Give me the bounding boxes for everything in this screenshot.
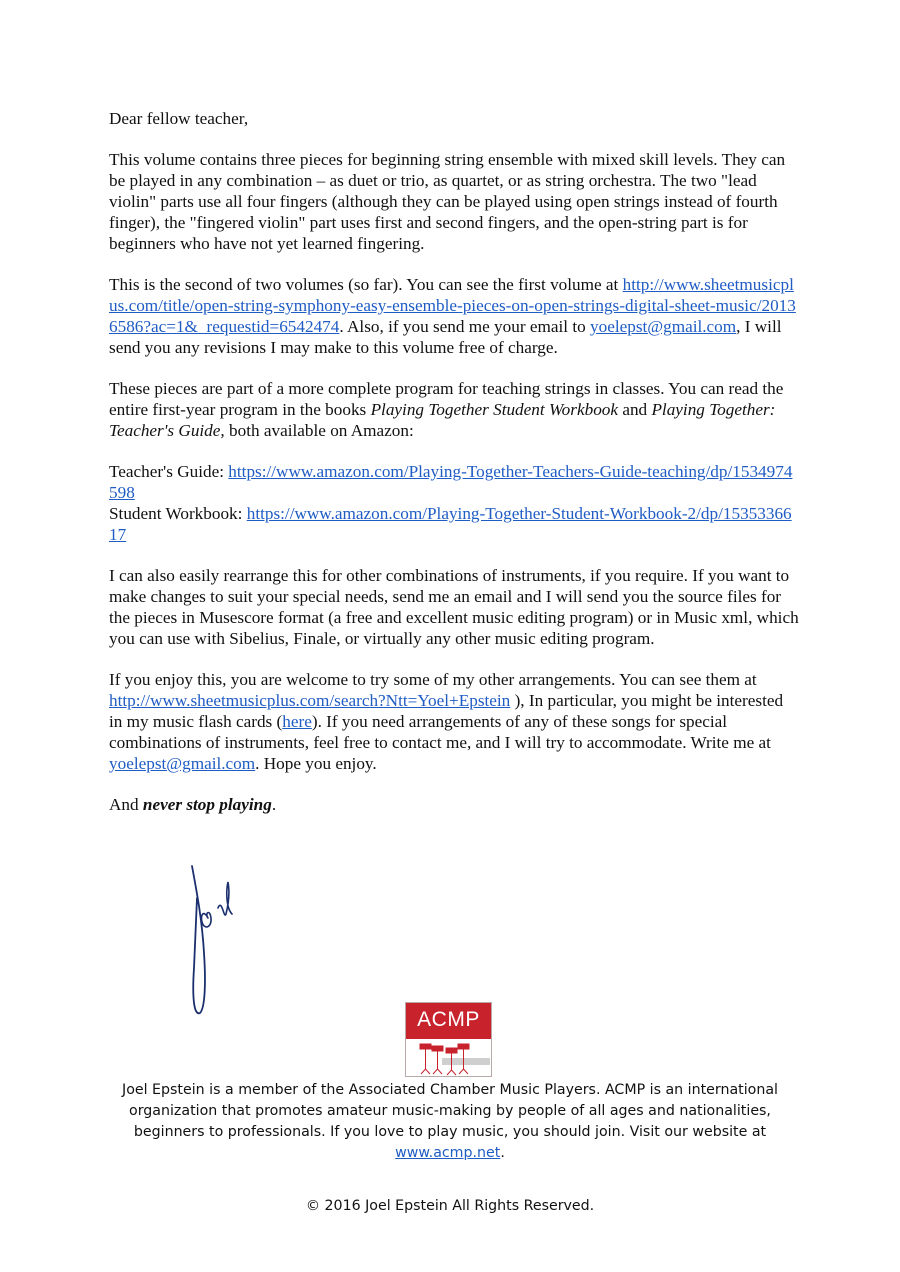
acmp-logo: [405, 1002, 492, 1077]
acmp-logo-text: ACMP: [406, 1003, 491, 1039]
book-title-guide: Playing Together: Teacher's Guide,: [109, 400, 776, 440]
paragraph-amazon-links: Teacher's Guide: https://www.amazon.com/Playing-Together-Teachers-Guide-teaching/dp/1534974598 Student Workbook: https://www.amazon.com/Playing-Together-Student-Workbook-2/dp/1535336617: [109, 462, 793, 544]
paragraph-rearrange: I can also easily rearrange this for other combinations of instruments, if you require. If you want to make changes to suit your special needs, send me an email and I will send you the source files for the pieces in Musescore format (a free and excellent music editing program) or in Music xml, which you can use with Sibelius, Finale, or virtually any other music editing program.: [109, 566, 799, 648]
music-stands-icon: [406, 1039, 491, 1076]
paragraph-other-arrangements: If you enjoy this, you are welcome to try some of my other arrangements. You can see them at http://www.sheetmusicplus.com/search?Ntt=Yoel+Epstein ), In particular, you might be interested in my music flash cards (here). If you need arrangements of any of these songs for special combinations of instruments, feel free to contact me, and I will try to accommodate. Write me at yoelepst@gmail.com. Hope you enjoy.: [109, 670, 784, 773]
paragraph-program: These pieces are part of a more complete program for teaching strings in classes. You can read the entire first-year program in the books Playing Together Student Workbook and Playing Together: Teacher's Guide, both available on Amazon:: [109, 379, 784, 440]
flash-cards-link[interactable]: here: [282, 712, 312, 731]
search-link[interactable]: http://www.sheetmusicplus.com/search?Ntt=Yoel+Epstein: [109, 691, 511, 710]
acmp-footer: Joel Epstein is a member of the Associated Chamber Music Players. ACMP is an international organization that promotes amateur music-making by people of all ages and nationalities, beginners to professionals. If you love to play music, you should join. Visit our website at www.acmp.net.: [122, 1082, 778, 1161]
acmp-website-link[interactable]: www.acmp.net: [395, 1145, 501, 1161]
teachers-guide-link[interactable]: https://www.amazon.com/Playing-Together-Teachers-Guide-teaching/dp/1534974598: [109, 462, 793, 502]
copyright: © 2016 Joel Epstein All Rights Reserved.: [305, 1198, 595, 1214]
email-link[interactable]: yoelepst@gmail.com: [590, 317, 737, 336]
student-workbook-link[interactable]: https://www.amazon.com/Playing-Together-Student-Workbook-2/dp/1535336617: [109, 504, 792, 544]
signature: [180, 858, 250, 1018]
volume1-link[interactable]: http://www.sheetmusicplus.com/title/open-string-symphony-easy-ensemble-pieces-on-open-strings-digital-sheet-music/20136586?ac=1&_requestid=6542474: [109, 275, 796, 336]
letter-body: [109, 108, 799, 835]
email-link-2[interactable]: yoelepst@gmail.com: [109, 754, 256, 773]
closing: And never stop playing.: [109, 795, 277, 814]
paragraph-volume-description: This volume contains three pieces for beginning string ensemble with mixed skill levels. They can be played in any combination – as duet or trio, as quartet, or as string orchestra. The two "lead violin" parts use all four fingers (although they can be played using open strings instead of fourth finger), the "fingered violin" part uses first and second fingers, and the open-string part is for beginners who have not yet learned fingering.: [109, 150, 786, 253]
greeting: Dear fellow teacher,: [109, 109, 249, 128]
book-title-workbook: Playing Together Student Workbook: [370, 400, 619, 419]
closing-emphasis: never stop playing: [142, 795, 272, 814]
paragraph-second-volume: This is the second of two volumes (so far). You can see the first volume at http://www.sheetmusicplus.com/title/open-string-symphony-easy-ensemble-pieces-on-open-strings-digital-sheet-music/20136586?ac=1&_requestid=6542474. Also, if you send me your email to yoelepst@gmail.com, I will send you any revisions I may make to this volume free of charge.: [109, 275, 796, 357]
